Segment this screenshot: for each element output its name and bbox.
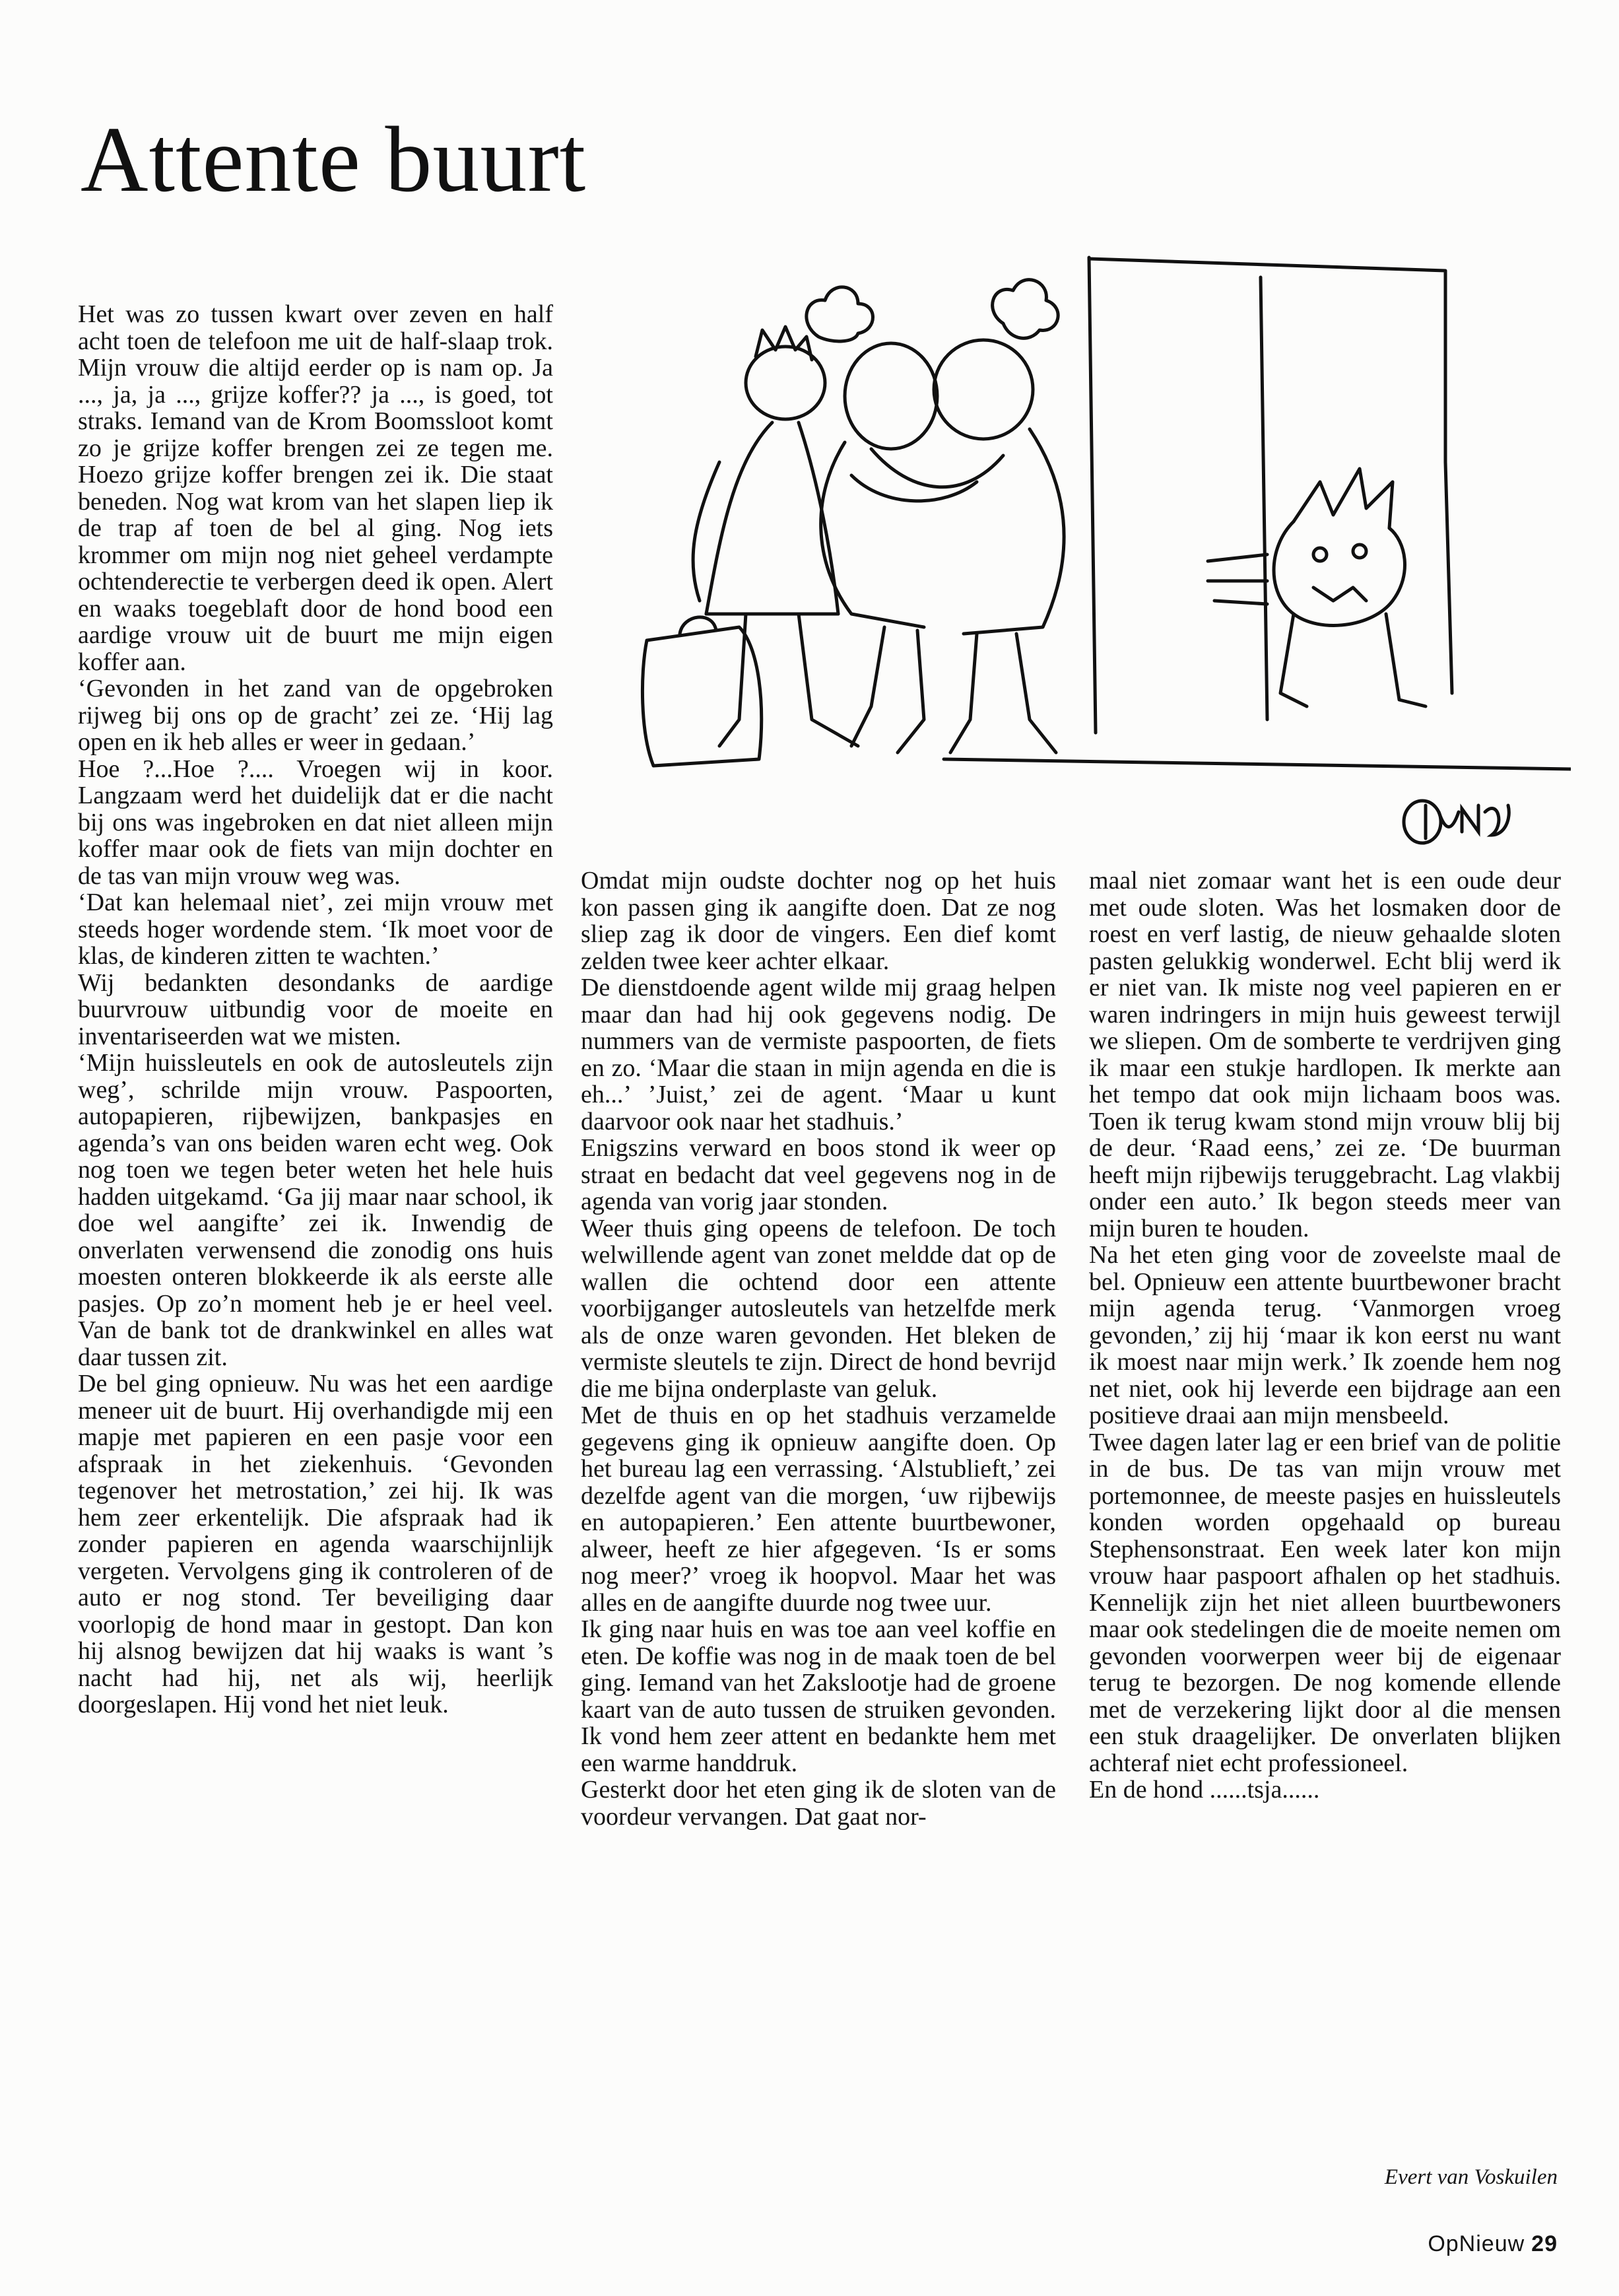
article-title: Attente buurt [81,107,587,211]
paragraph: De bel ging opnieuw. Nu was het een aardige meneer uit de buurt. Hij overhandigde mij een mapje met papieren en een pasje voor een afspraak in het ziekenhuis. ‘Gevonden tegenover het metrostation,’ zei hij. Ik was hem zeer erkentelijk. Die afspraak had ik zonder papieren en agenda waarschijnlijk vergeten. Vervolgens ging ik controleren of de auto er nog stond. Ter beveiliging daar voorlopig de hond maar in gestopt. Dan kon hij alsnog bewijzen dat hij waaks is want ’s nacht had hij, net als wij, heerlijk doorgeslapen. Hij vond het niet leuk. [78,1370,553,1718]
paragraph: Hoe ?...Hoe ?.... Vroegen wij in koor. Langzaam werd het duidelijk dat er die nacht bij ons was ingebroken en dat niet alleen mijn koffer maar ook de fiets van mijn dochter en de tas van mijn vrouw weg was. [78,755,553,890]
paragraph: Omdat mijn oudste dochter nog op het huis kon passen ging ik aangifte doen. Dat ze nog sliep zag ik door de vingers. Een dief komt zelden twee keer achter elkaar. [581,867,1056,975]
page-footer [1360,2231,1558,2257]
paragraph: Weer thuis ging opeens de telefoon. De toch welwillende agent van zonet meldde dat op de wallen die ochtend door een attente voorbijganger autosleutels van hetzelfde merk als de onze waren gevonden. Het bleken de vermiste sleutels te zijn. Direct de hond bevrijd die me bijna onderplaste van geluk. [581,1214,1056,1403]
paragraph: Enigszins verward en boos stond ik weer op straat en bedacht dat veel gegevens nog in de agenda van vorig jaar stonden. [581,1134,1056,1215]
paragraph: En de hond ......tsja...... [1089,1776,1320,1804]
paragraph: ‘Gevonden in het zand van de opgebroken rijweg bij ons op de gracht’ zei ze. ‘Hij lag open en ik heb alles er weer in gedaan.’ [78,675,553,756]
article-column-3 [1089,867,1561,1804]
paragraph: Twee dagen later lag er een brief van de politie in de bus. De tas van mijn vrouw met portemonnee, de meeste pasjes en huissleutels konden worden opgehaald op bureau Stephensonstraat. Een week later kon mijn vrouw haar paspoort afhalen op het stadhuis. Kennelijk zijn het niet alleen buurtbewoners maar ook stedelingen die de moeite nemen om gevonden voorwerpen weer bij de eigenaar terug te bezorgen. De nog komende ellende met de verzekering lijkt door al die mensen een stuk draagelijker. De onverlaten blijken achteraf niet echt professioneel. [1089,1428,1561,1777]
cartoonist-signature [1399,786,1518,852]
article-column-1 [78,301,553,1718]
paragraph: maal niet zomaar want het is een oude deur met oude sloten. Was het losmaken door de roest en verf lastig, de nieuw gehaalde sloten pasten gelukkig wonderwel. Echt blij werd ik er niet van. Ik miste nog veel papieren en er waren indringers in mijn huis geweest terwijl we sliepen. Om de somberte te verdrijven ging ik maar een stukje hardlopen. Ik merkte aan het tempo dat ook mijn lichaam boos was. Toen ik terug kwam stond mijn vrouw blij bij de deur. ‘Raad eens,’ zei ze. ‘De buurman heeft mijn rijbewijs teruggebracht. Lag vlakbij onder een auto.’ Ik begon steeds meer van mijn buren te houden. [1089,867,1561,1242]
paragraph: ‘Mijn huissleutels en ook de autosleutels zijn weg’, schrilde mijn vrouw. Paspoorten, autopapieren, rijbewijzen, bankpasjes en agenda’s van ons beiden waren echt weg. Ook nog toen we tegen beter weten het hele huis hadden uitgekamd. ‘Ga jij maar naar school, ik doe wel aangifte’ zei ik. Inwendig de onverlaten verwensend die zonodig ons huis moesten onteren blokkeerde ik als eerste alle pasjes. Op zo’n moment heb je er heel veel. Van de bank tot de drankwinkel en alles wat daar tussen zit. [78,1049,553,1371]
paragraph: Gesterkt door het eten ging ik de sloten van de voordeur vervangen. Dat gaat nor- [581,1776,1056,1831]
paragraph: Wij bedankten desondanks de aardige buurvrouw uitbundig voor de moeite en inventariseerden wat we misten. [78,968,553,1050]
paragraph: Met de thuis en op het stadhuis verzamelde gegevens ging ik opnieuw aangifte doen. Op het bureau lag een verrassing. ‘Alstublieft,’ zei dezelfde agent van die morgen, ‘uw rijbewijs en autopapieren.’ Een attente buurtbewoner, alweer, heeft ze hier afgegeven. ‘Is er soms nog meer?’ vroeg ik hoopvol. Maar het was alles en de aangifte duurde nog twee uur. [581,1401,1056,1617]
paragraph: Na het eten ging voor de zoveelste maal de bel. Opnieuw een attente buurtbewoner bracht mijn agenda terug. ‘Vanmorgen vroeg gevonden,’ zij hij ‘maar ik kon eerst nu want ik moest naar mijn werk.’ Ik zoende hem nog net niet, ook hij leverde een bijdrage aan een positieve draai aan mijn mensbeeld. [1089,1241,1561,1429]
paragraph: ‘Dat kan helemaal niet’, zei mijn vrouw met steeds hoger wordende stem. ‘Ik moet voor de klas, de kinderen zitten te wachten.’ [78,889,553,970]
page-number: 29 [1531,2231,1558,2256]
cartoon-illustration [634,244,1571,838]
magazine-name: OpNieuw [1428,2231,1525,2256]
article-column-2 [581,867,1056,1830]
paragraph: De dienstdoende agent wilde mij graag helpen maar dan had hij ook gegevens nodig. De nummers van de vermiste paspoorten, de fiets en zo. ‘Maar die staan in mijn agenda en die is eh...’ ’Juist,’ zei de agent. ‘Maar u kunt daarvoor ook naar het stadhuis.’ [581,974,1056,1135]
author-byline: Evert van Voskuilen [1384,2165,1558,2189]
paragraph: Het was zo tussen kwart over zeven en half acht toen de telefoon me uit de half-slaap trok. Mijn vrouw die altijd eerder op is nam op. Ja ..., ja, ja ..., grijze koffer?? ja ..., is goed, tot straks. Iemand van de Krom Boomssloot komt zo je grijze koffer brengen zei ze tegen me. Hoezo grijze koffer brengen zei ik. Die staat beneden. Nog wat krom van het slapen liep ik de trap af toen de bel al ging. Nog iets krommer om mijn nog niet geheel verdampte ochtenderectie te verbergen deed ik open. Alert en waaks toegeblaft door de hond bood een aardige vrouw uit de buurt me mijn eigen koffer aan. [78,300,553,676]
paragraph: Ik ging naar huis en was toe aan veel koffie en eten. De koffie was nog in de maak toen de bel ging. Iemand van het Zakslootje had de groene kaart van de auto tussen de struiken gevonden. Ik vond hem zeer attent en bedankte hem met een warme handdruk. [581,1615,1056,1777]
